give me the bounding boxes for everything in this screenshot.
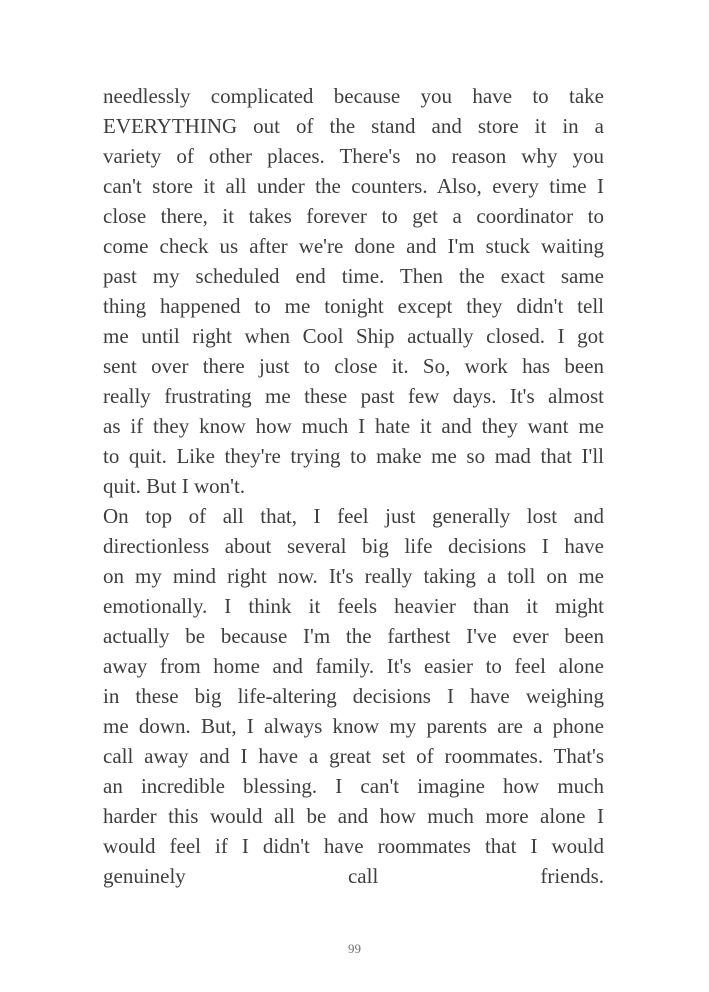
text-line: EVERYTHING out of the stand and store it in a <box>103 114 604 138</box>
text-line: genuinely call friends. <box>103 864 604 888</box>
text-line: me down. But, I always know my parents are a phone <box>103 714 604 738</box>
text-line: needlessly complicated because you have to take <box>103 84 604 108</box>
text-line: to quit. Like they're trying to make me so mad that I'll <box>103 444 604 468</box>
text-line: can't store it all under the counters. Also, every time I <box>103 174 604 198</box>
text-line: me until right when Cool Ship actually closed. I got <box>103 324 604 348</box>
text-line: really frustrating me these past few days. It's almost <box>103 384 604 408</box>
text-line: On top of all that, I feel just generally lost and <box>103 504 604 528</box>
text-line: actually be because I'm the farthest I've ever been <box>103 624 604 648</box>
paragraph-1 <box>103 81 604 501</box>
page-number: 99 <box>348 941 361 956</box>
paragraph-2 <box>103 501 604 891</box>
text-line: emotionally. I think it feels heavier than it might <box>103 594 604 618</box>
text-line: directionless about several big life decisions I have <box>103 534 604 558</box>
text-line: call away and I have a great set of roommates. That's <box>103 744 604 768</box>
body-text <box>103 81 604 891</box>
text-line: past my scheduled end time. Then the exact same <box>103 264 604 288</box>
text-line: thing happened to me tonight except they didn't tell <box>103 294 604 318</box>
text-line: away from home and family. It's easier to feel alone <box>103 654 604 678</box>
text-line: come check us after we're done and I'm stuck waiting <box>103 234 604 258</box>
text-line: close there, it takes forever to get a coordinator to <box>103 204 604 228</box>
text-line: on my mind right now. It's really taking a toll on me <box>103 564 604 588</box>
text-line: in these big life-altering decisions I have weighing <box>103 684 604 708</box>
text-line: an incredible blessing. I can't imagine how much <box>103 774 604 798</box>
text-line: quit. But I won't. <box>103 474 246 498</box>
text-line: as if they know how much I hate it and they want me <box>103 414 604 438</box>
text-line: variety of other places. There's no reason why you <box>103 144 604 168</box>
text-line: would feel if I didn't have roommates that I would <box>103 834 604 858</box>
text-line: sent over there just to close it. So, work has been <box>103 354 604 378</box>
text-line: harder this would all be and how much more alone I <box>103 804 604 828</box>
